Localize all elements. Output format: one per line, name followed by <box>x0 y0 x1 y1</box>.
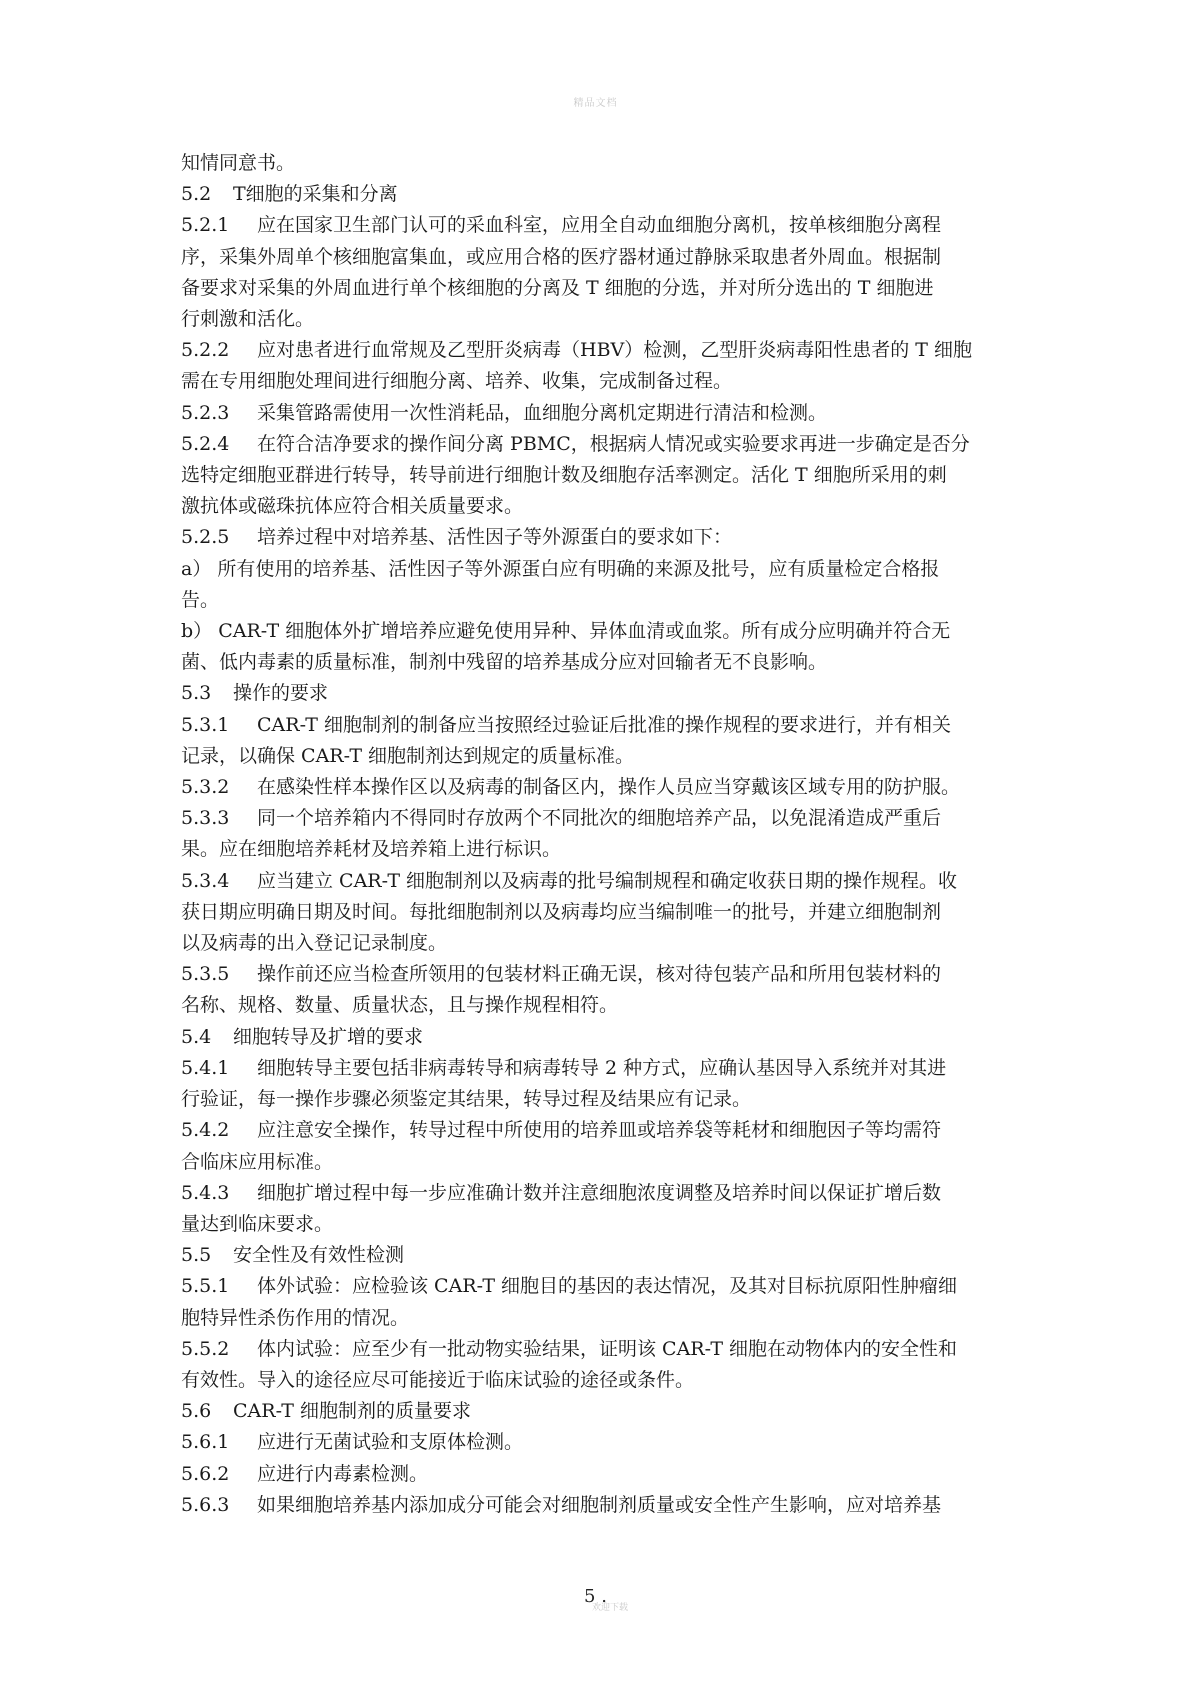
line-text: 以及病毒的出入登记记录制度。 <box>181 932 448 955</box>
text-line <box>181 366 1017 397</box>
text-line <box>181 647 1017 678</box>
clause-number: 5.6.2 <box>181 1462 230 1485</box>
line-text: 胞特异性杀伤作用的情况。 <box>181 1306 410 1329</box>
text-line <box>181 741 1017 772</box>
clause-line <box>181 1053 1017 1084</box>
clause-number: 5.4.3 <box>181 1181 230 1204</box>
clause-number: 5.6.3 <box>181 1493 230 1516</box>
line-text: 应当建立 CAR-T 细胞制剂以及病毒的批号编制规程和确定收获日期的操作规程。收 <box>257 869 958 892</box>
clause-number: 5.5 <box>181 1244 212 1267</box>
section-heading <box>181 678 1017 709</box>
line-text: 有效性。导入的途径应尽可能接近于临床试验的途径或条件。 <box>181 1368 695 1391</box>
clause-number: 5.3.3 <box>181 807 230 830</box>
section-heading <box>181 179 1017 210</box>
line-text: 需在专用细胞处理间进行细胞分离、培养、收集，完成制备过程。 <box>181 370 733 393</box>
section-heading <box>181 1396 1017 1427</box>
clause-number: 5.5.1 <box>181 1275 230 1298</box>
line-text: 菌、低内毒素的质量标准，制剂中残留的培养基成分应对回输者无不良影响。 <box>181 651 828 674</box>
clause-line <box>181 1490 1017 1521</box>
page-number: 5 . <box>584 1586 607 1607</box>
text-line <box>181 1084 1017 1115</box>
text-line <box>181 304 1017 335</box>
clause-number: 5.3.5 <box>181 963 230 986</box>
text-line <box>181 460 1017 491</box>
clause-number: 5.5.2 <box>181 1337 230 1360</box>
text-line <box>181 834 1017 865</box>
line-text: 合临床应用标准。 <box>181 1150 334 1173</box>
text-line <box>181 616 1017 647</box>
text-line <box>181 273 1017 304</box>
line-text: 激抗体或磁珠抗体应符合相关质量要求。 <box>181 495 524 518</box>
clause-line <box>181 429 1017 460</box>
text-line <box>181 1147 1017 1178</box>
clause-number: 5.4.1 <box>181 1056 230 1079</box>
line-text: 培养过程中对培养基、活性因子等外源蛋白的要求如下： <box>257 526 733 549</box>
clause-number: 5.4.2 <box>181 1119 230 1142</box>
line-text: 操作前还应当检查所领用的包装材料正确无误，核对待包装产品和所用包装材料的 <box>257 963 942 986</box>
line-text: CAR-T 细胞制剂的质量要求 <box>233 1400 472 1423</box>
text-line <box>181 1365 1017 1396</box>
line-text: 安全性及有效性检测 <box>233 1244 405 1267</box>
line-text: a） 所有使用的培养基、活性因子等外源蛋白应有明确的来源及批号，应有质量检定合格报 <box>181 557 940 580</box>
line-text: 应进行内毒素检测。 <box>257 1462 429 1485</box>
text-line <box>181 554 1017 585</box>
line-text: 体内试验：应至少有一批动物实验结果，证明该 CAR-T 细胞在动物体内的安全性和 <box>257 1337 958 1360</box>
line-text: 应对患者进行血常规及乙型肝炎病毒（HBV）检测，乙型肝炎病毒阳性患者的 T 细胞 <box>257 339 973 362</box>
line-text: 细胞转导及扩增的要求 <box>233 1025 424 1048</box>
clause-line <box>181 1178 1017 1209</box>
line-text: 行验证，每一操作步骤必须鉴定其结果，转导过程及结果应有记录。 <box>181 1088 752 1111</box>
text-line <box>181 1209 1017 1240</box>
line-text: 体外试验：应检验该 CAR-T 细胞目的基因的表达情况，及其对目标抗原阳性肿瘤细 <box>257 1275 958 1298</box>
line-text: 在感染性样本操作区以及病毒的制备区内，操作人员应当穿戴该区域专用的防护服。 <box>257 776 961 799</box>
clause-line <box>181 1271 1017 1302</box>
line-text: 应注意安全操作，转导过程中所使用的培养皿或培养袋等耗材和细胞因子等均需符 <box>257 1119 942 1142</box>
clause-number: 5.2.2 <box>181 339 230 362</box>
line-text: 应在国家卫生部门认可的采血科室，应用全自动血细胞分离机，按单核细胞分离程 <box>257 214 942 237</box>
line-text: 备要求对采集的外周血进行单个核细胞的分离及 T 细胞的分选，并对所分选出的 T 细胞进 <box>181 276 934 299</box>
text-line <box>181 928 1017 959</box>
clause-line <box>181 772 1017 803</box>
clause-number: 5.4 <box>181 1025 212 1048</box>
text-line <box>181 148 1017 179</box>
line-text: 量达到临床要求。 <box>181 1212 334 1235</box>
text-line <box>181 1303 1017 1334</box>
clause-line <box>181 803 1017 834</box>
line-text: 细胞转导主要包括非病毒转导和病毒转导 2 种方式，应确认基因导入系统并对其进 <box>257 1056 947 1079</box>
line-text: 果。应在细胞培养耗材及培养箱上进行标识。 <box>181 838 562 861</box>
line-text: 同一个培养箱内不得同时存放两个不同批次的细胞培养产品，以免混淆造成严重后 <box>257 807 942 830</box>
line-text: 如果细胞培养基内添加成分可能会对细胞制剂质量或安全性产生影响，应对培养基 <box>257 1493 942 1516</box>
clause-number: 5.2.1 <box>181 214 230 237</box>
watermark-bottom: 欢迎下载 <box>592 1603 629 1613</box>
line-text: 细胞扩增过程中每一步应准确计数并注意细胞浓度调整及培养时间以保证扩增后数 <box>257 1181 942 1204</box>
line-text: 名称、规格、数量、质量状态，且与操作规程相符。 <box>181 994 619 1017</box>
clause-line <box>181 1334 1017 1365</box>
line-text: 序，采集外周单个核细胞富集血，或应用合格的医疗器材通过静脉采取患者外周血。根据制 <box>181 245 942 268</box>
clause-line <box>181 710 1017 741</box>
clause-number: 5.3.1 <box>181 713 230 736</box>
text-line <box>181 491 1017 522</box>
clause-line <box>181 1427 1017 1458</box>
clause-line <box>181 1459 1017 1490</box>
clause-line <box>181 1115 1017 1146</box>
clause-line <box>181 210 1017 241</box>
line-text: 选特定细胞亚群进行转导，转导前进行细胞计数及细胞存活率测定。活化 T 细胞所采用的刺 <box>181 464 947 487</box>
text-line <box>181 897 1017 928</box>
clause-line <box>181 866 1017 897</box>
section-heading <box>181 1022 1017 1053</box>
line-text: 操作的要求 <box>233 682 329 705</box>
clause-number: 5.3.2 <box>181 776 230 799</box>
line-text: 告。 <box>181 588 220 611</box>
line-text: 记录，以确保 CAR-T 细胞制剂达到规定的质量标准。 <box>181 744 635 767</box>
line-text: CAR-T 细胞制剂的制备应当按照经过验证后批准的操作规程的要求进行，并有相关 <box>257 713 952 736</box>
line-text: 知情同意书。 <box>181 152 296 174</box>
clause-number: 5.2.4 <box>181 432 230 455</box>
clause-number: 5.2 <box>181 183 212 206</box>
clause-line <box>181 959 1017 990</box>
section-heading <box>181 1240 1017 1271</box>
clause-number: 5.3.4 <box>181 869 230 892</box>
text-line <box>181 585 1017 616</box>
line-text: b） CAR-T 细胞体外扩增培养应避免使用异种、异体血清或血浆。所有成分应明确并符合无 <box>181 620 951 643</box>
document-body <box>181 148 1017 1521</box>
watermark-top: 精品文档 <box>573 98 618 109</box>
clause-number: 5.2.5 <box>181 526 230 549</box>
line-text: 应进行无菌试验和支原体检测。 <box>257 1431 524 1454</box>
line-text: 获日期应明确日期及时间。每批细胞制剂以及病毒均应当编制唯一的批号，并建立细胞制剂 <box>181 900 942 923</box>
clause-line <box>181 335 1017 366</box>
clause-line <box>181 522 1017 553</box>
clause-number: 5.6.1 <box>181 1431 230 1454</box>
line-text: 在符合洁净要求的操作间分离 PBMC，根据病人情况或实验要求再进一步确定是否分 <box>257 432 970 455</box>
text-line <box>181 242 1017 273</box>
line-text: 行刺激和活化。 <box>181 308 315 331</box>
clause-number: 5.2.3 <box>181 401 230 424</box>
clause-line <box>181 398 1017 429</box>
line-text: 采集管路需使用一次性消耗品，血细胞分离机定期进行清洁和检测。 <box>257 401 828 424</box>
text-line <box>181 990 1017 1021</box>
clause-number: 5.3 <box>181 682 212 705</box>
line-text: T细胞的采集和分离 <box>233 183 398 206</box>
clause-number: 5.6 <box>181 1400 212 1423</box>
